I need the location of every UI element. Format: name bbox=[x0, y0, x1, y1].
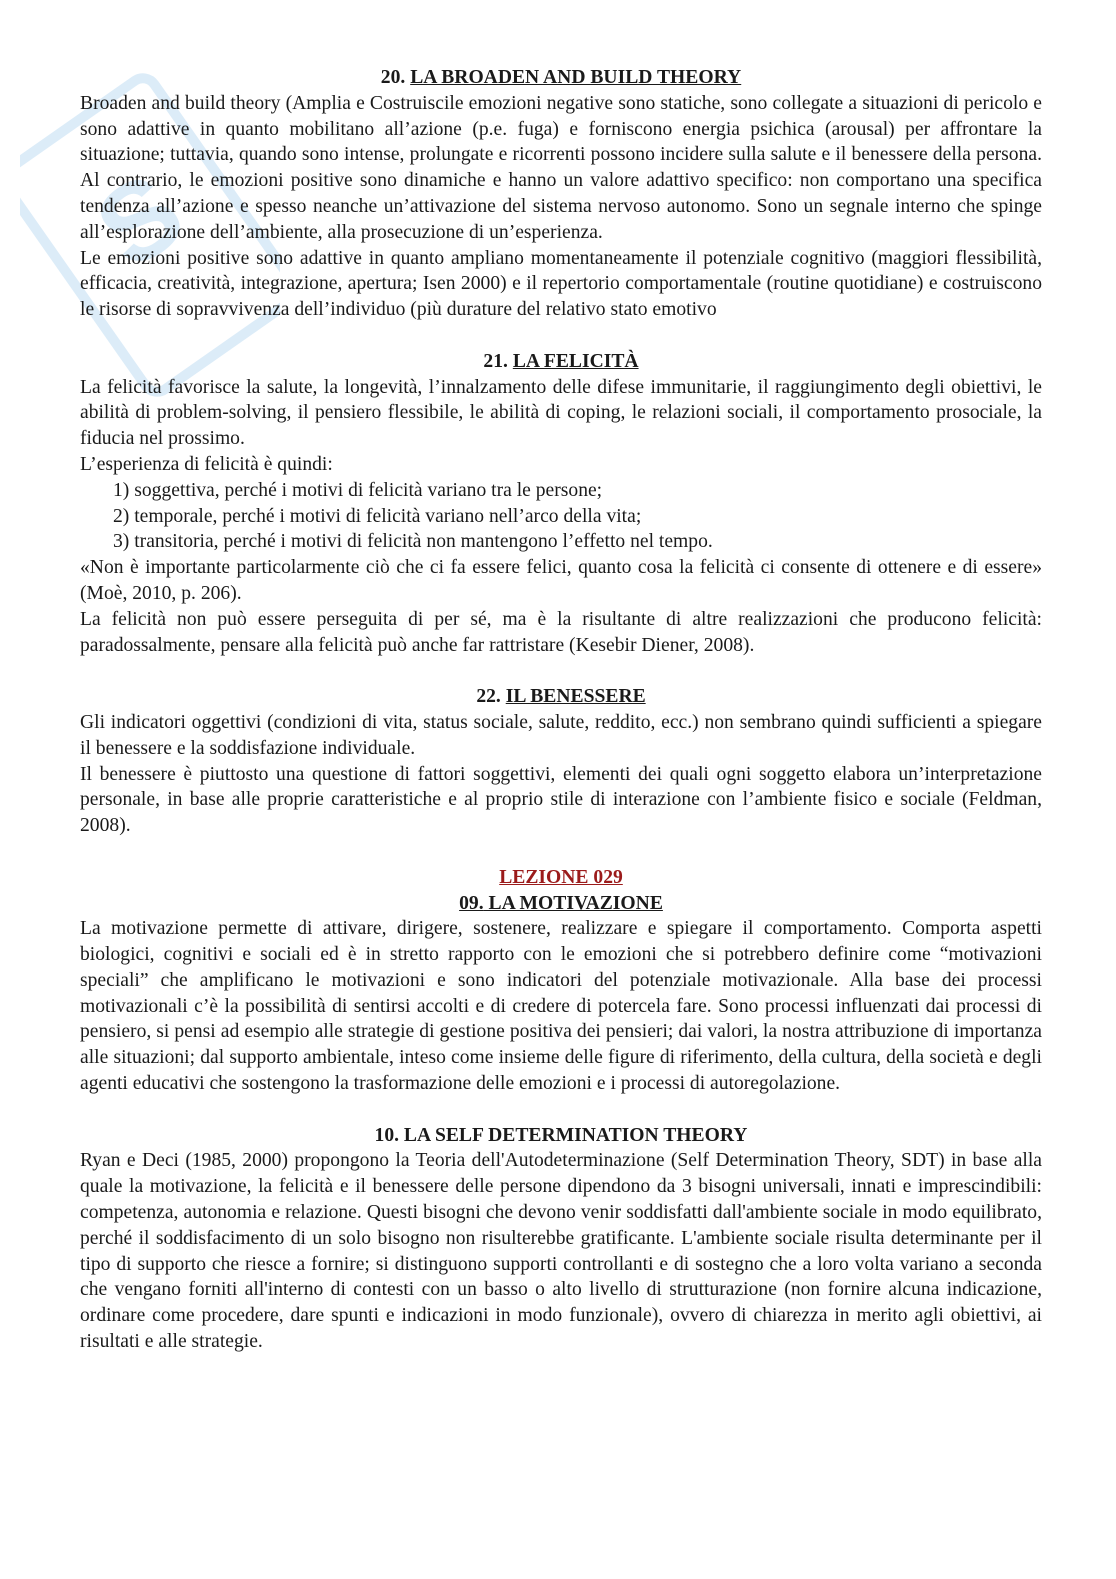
paragraph: Gli indicatori oggettivi (condizioni di vita, status sociale, salute, reddito, ecc.) non sembrano quindi sufficienti a spiegare il benessere e la soddisfazione individuale. bbox=[80, 711, 1042, 759]
paragraph: Le emozioni positive sono adattive in quanto ampliano momentaneamente il potenziale cognitivo (maggiori flessibilità, efficacia, creatività, integrazione, apertura; Isen 2000) e il repertorio comportamentale (routine quotidiane) e costruiscono le risorse di sopravvivenza dell’individuo (più durature del relativo stato emotivo bbox=[80, 247, 1042, 321]
section-title: IL BENESSERE bbox=[505, 686, 646, 708]
paragraph: Il benessere è piuttosto una questione di fattori soggettivi, elementi dei quali ogni soggetto elabora un’interpretazione personale, in base alle proprie caratteristiche e al proprio stile di interazione con l’ambiente fisico e sociale (Feldman, 2008). bbox=[80, 763, 1042, 837]
paragraph: La motivazione permette di attivare, dirigere, sostenere, realizzare e spiegare il comportamento. Comporta aspetti biologici, cognitivi e sociali ed è in stretto rapporto con le emozioni che si potrebbero definire come “motivazioni speciali” che amplificano le motivazioni e sono indicatori del potenziale motivazionale. Alla base dei processi motivazionali c’è la possibilità di sentirsi accolti e di credere di potercela fare. Sono processi influenzati dai processi di pensiero, si pensi ad esempio alle strategie di gestione positiva dei pensieri; dai valori, la nostra attribuzione di importanza alle situazioni; dal supporto ambientale, inteso come insieme delle figure di riferimento, della cultura, della società e degli agenti educativi che sostengono la trasformazione delle emozioni e i processi di autoregolazione. bbox=[80, 918, 1042, 1095]
spacer bbox=[80, 658, 1042, 684]
section-number: 21. bbox=[483, 350, 508, 372]
document-body bbox=[80, 65, 1042, 1355]
section-title: LA SELF DETERMINATION THEORY bbox=[403, 1124, 748, 1146]
spacer bbox=[80, 323, 1042, 349]
section-number: 10. bbox=[374, 1124, 400, 1146]
section-heading-10 bbox=[80, 1123, 1042, 1149]
section-title-full bbox=[459, 893, 663, 914]
spacer bbox=[80, 1097, 1042, 1123]
paragraph: Broaden and build theory (Amplia e Costruiscile emozioni negative sono statiche, sono collegate a situazioni di pericolo e sono adattive in quanto mobilitano all’azione (p.e. fuga) e forniscono energia psichica (arousal) per affrontare la situazione; tuttavia, quando sono intense, prolungate e ricorrenti possono incidere sulla salute e il benessere della persona. Al contrario, le emozioni positive sono dinamiche e hanno un valore adattivo specifico: non comportano una specifica tendenza all’azione e spesso neanche un’attivazione del sistema nervoso autonomo. Sono un segnale interno che spinge all’esplorazione dell’ambiente, alla prosecuzione di un’esperienza. bbox=[80, 92, 1042, 243]
section-number: 20. bbox=[380, 67, 406, 88]
lesson-heading: LEZIONE 029 bbox=[499, 866, 623, 888]
section-heading-09 bbox=[80, 891, 1042, 917]
svg-text:S: S bbox=[74, 149, 206, 293]
section-number: 09. bbox=[459, 892, 484, 914]
section-number: 22. bbox=[476, 686, 501, 708]
paragraph: Ryan e Deci (1985, 2000) propongono la Teoria dell'Autodeterminazione (Self Determination Theory, SDT) in base alla quale la motivazione, la felicità e il benessere delle persone dipendono da 3 bisogni universali, innati e imprescindibili: competenza, autonomia e relazione. Questi bisogni che devono venir soddisfatti dall'ambiente sociale in modo equilibrato, perché il soddisfacimento di un solo bisogno non risulterebbe gratificante. L'ambiente sociale risulta determinante per il tipo di supporto che riesce a fornire; si distinguono supporti controllanti e di sostegno che a loro volta variano a seconda che vengano forniti all'interno di contesti con un basso o alto livello di strutturazione (non fornire alcuna indicazione, ordinare come procedere, dare spunti e indicazioni in modo funzionale), ovvero di chiarezza in merito agli obiettivi, ai risultati e alle strategie. bbox=[80, 1150, 1042, 1353]
section-heading-20 bbox=[80, 65, 1042, 91]
list-item: 1) soggettiva, perché i motivi di felicità variano tra le persone; bbox=[113, 479, 603, 501]
list-item: 2) temporale, perché i motivi di felicità variano nell’arco della vita; bbox=[113, 505, 642, 527]
numbered-list bbox=[80, 478, 1042, 555]
spacer bbox=[80, 839, 1042, 865]
paragraph: La felicità favorisce la salute, la longevità, l’innalzamento delle difese immunitarie, il raggiungimento degli obiettivi, le abilità di problem-solving, il pensiero flessibile, le abilità di coping, le relazioni sociali, il comportamento prosociale, la fiducia nel prossimo. bbox=[80, 376, 1042, 450]
section-title: LA BROADEN AND BUILD THEORY bbox=[410, 67, 742, 88]
paragraph: L’esperienza di felicità è quindi: bbox=[80, 453, 333, 475]
paragraph: La felicità non può essere perseguita di per sé, ma è la risultante di altre realizzazioni che producono felicità: paradossalmente, pensare alla felicità può anche far rattristare (Kesebir Diener, 2008). bbox=[80, 608, 1042, 656]
section-title: LA FELICITÀ bbox=[512, 350, 639, 372]
section-heading-22 bbox=[80, 684, 1042, 710]
section-title: LA MOTIVAZIONE bbox=[488, 892, 663, 914]
quote-paragraph: «Non è importante particolarmente ciò che ci fa essere felici, quanto cosa la felicità ci consente di ottenere e di essere» (Moè, 2010, p. 206). bbox=[80, 557, 1042, 604]
list-item: 3) transitoria, perché i motivi di felicità non mantengono l’effetto nel tempo. bbox=[113, 531, 713, 553]
section-heading-21 bbox=[80, 349, 1042, 375]
